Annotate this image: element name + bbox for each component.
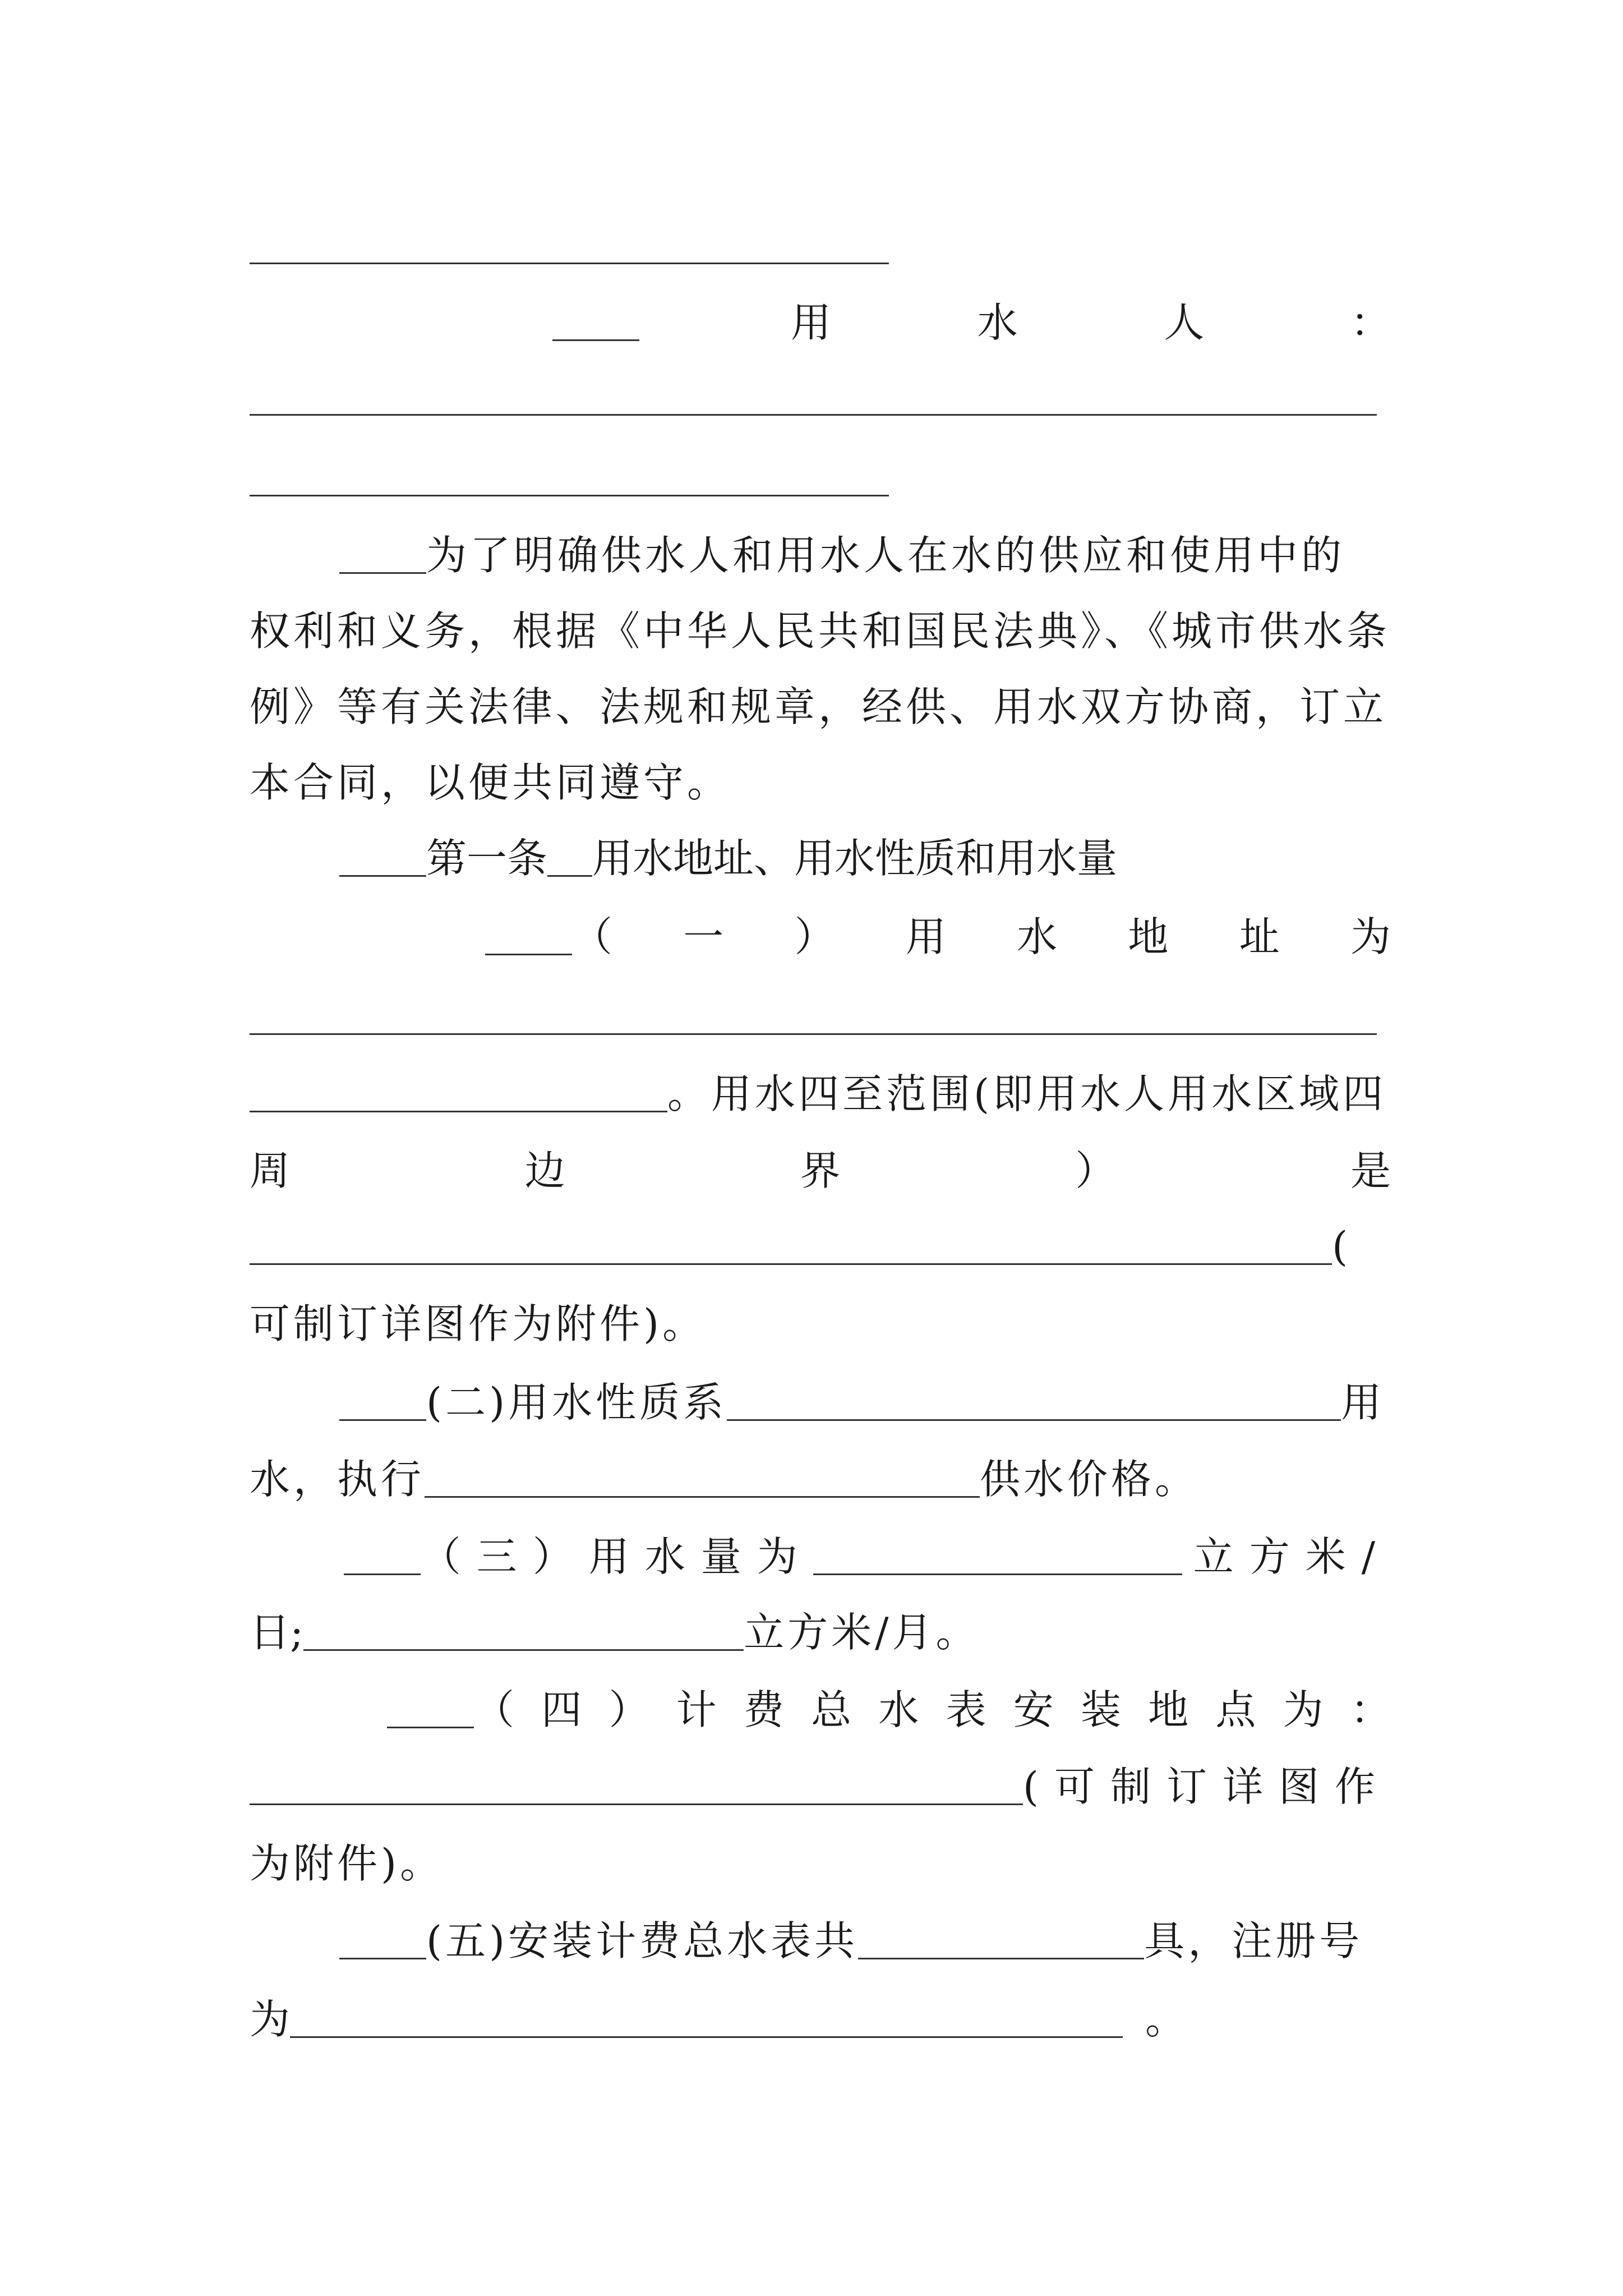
item-3-line-1: （三）用水量为 立方米/: [250, 1523, 1391, 1590]
blank-indent: [485, 909, 572, 955]
blank-water-nature: [727, 1374, 1341, 1421]
blank-meter-count: [858, 1913, 1144, 1959]
item-1-scope-line: 。用水四至范围(即用水人用水区域四: [250, 1060, 1391, 1128]
blank-price-type: [425, 1451, 980, 1498]
item-1-boundary-blank-line: (: [250, 1213, 1391, 1280]
blank-line-user-1: [250, 414, 1377, 416]
blank-line-top: [250, 263, 889, 264]
blank-indent: [344, 1529, 421, 1575]
item-4-line-1: （ 四 ） 计 费 总 水 表 安 装 地 点 为 ：: [250, 1676, 1391, 1743]
item-4-line-3: 为附件)。: [250, 1840, 444, 1887]
blank-meter-location: [250, 1759, 1023, 1805]
blank-indent: [339, 1374, 426, 1421]
item-5-line-2: 为 。: [250, 1986, 1391, 2053]
item-1-line: （ 一 ） 用 水 地 址 为: [250, 903, 1391, 970]
blank-indent: [387, 1682, 474, 1728]
blank-line-address: [250, 1033, 1377, 1035]
item-2-line-1: (二)用水性质系 用: [250, 1369, 1391, 1436]
user-label-line: [250, 289, 1391, 356]
item-3-line-2: 日; 立方米/月。: [250, 1599, 1391, 1666]
blank-short: [552, 295, 639, 341]
item-5-line-1: (五)安装计费总水表共 具，注册号: [250, 1907, 1391, 1975]
item-4-line-2: (可制订详图作: [250, 1753, 1391, 1820]
blank-indent: [339, 830, 426, 877]
article-1-heading: 第一条 用水地址、用水性质和用水量: [250, 825, 1391, 892]
item-2-line-2: 水，执行 供水价格。: [250, 1446, 1391, 1513]
blank-registration-no: [290, 1991, 1123, 2038]
item-1-note-line: 可制订详图作为附件)。: [250, 1300, 707, 1347]
blank-daily-volume: [813, 1529, 1182, 1575]
blank-indent: [339, 1913, 426, 1959]
blank-short: [547, 830, 592, 877]
blank-address-end: [250, 1066, 667, 1112]
intro-line-2: 权利和义务，根据《中华人民共和国民法典》、《城市供水条: [250, 608, 1391, 655]
intro-line-1: 为了明确供水人和用水人在水的供应和使用中的: [250, 522, 1391, 589]
intro-line-4: 本合同，以便共同遵守。: [250, 759, 731, 806]
blank-boundary: [250, 1218, 1332, 1265]
item-1-boundary-line: 周 边 界 ） 是: [250, 1147, 1391, 1194]
intro-line-3: 例》等有关法律、法规和规章，经供、用水双方协商，订立: [250, 683, 1387, 730]
blank-line-user-2: [250, 495, 889, 496]
user-label: 用 水 人 ：: [791, 299, 1391, 346]
blank-monthly-volume: [303, 1604, 744, 1651]
blank-indent: [339, 527, 426, 574]
